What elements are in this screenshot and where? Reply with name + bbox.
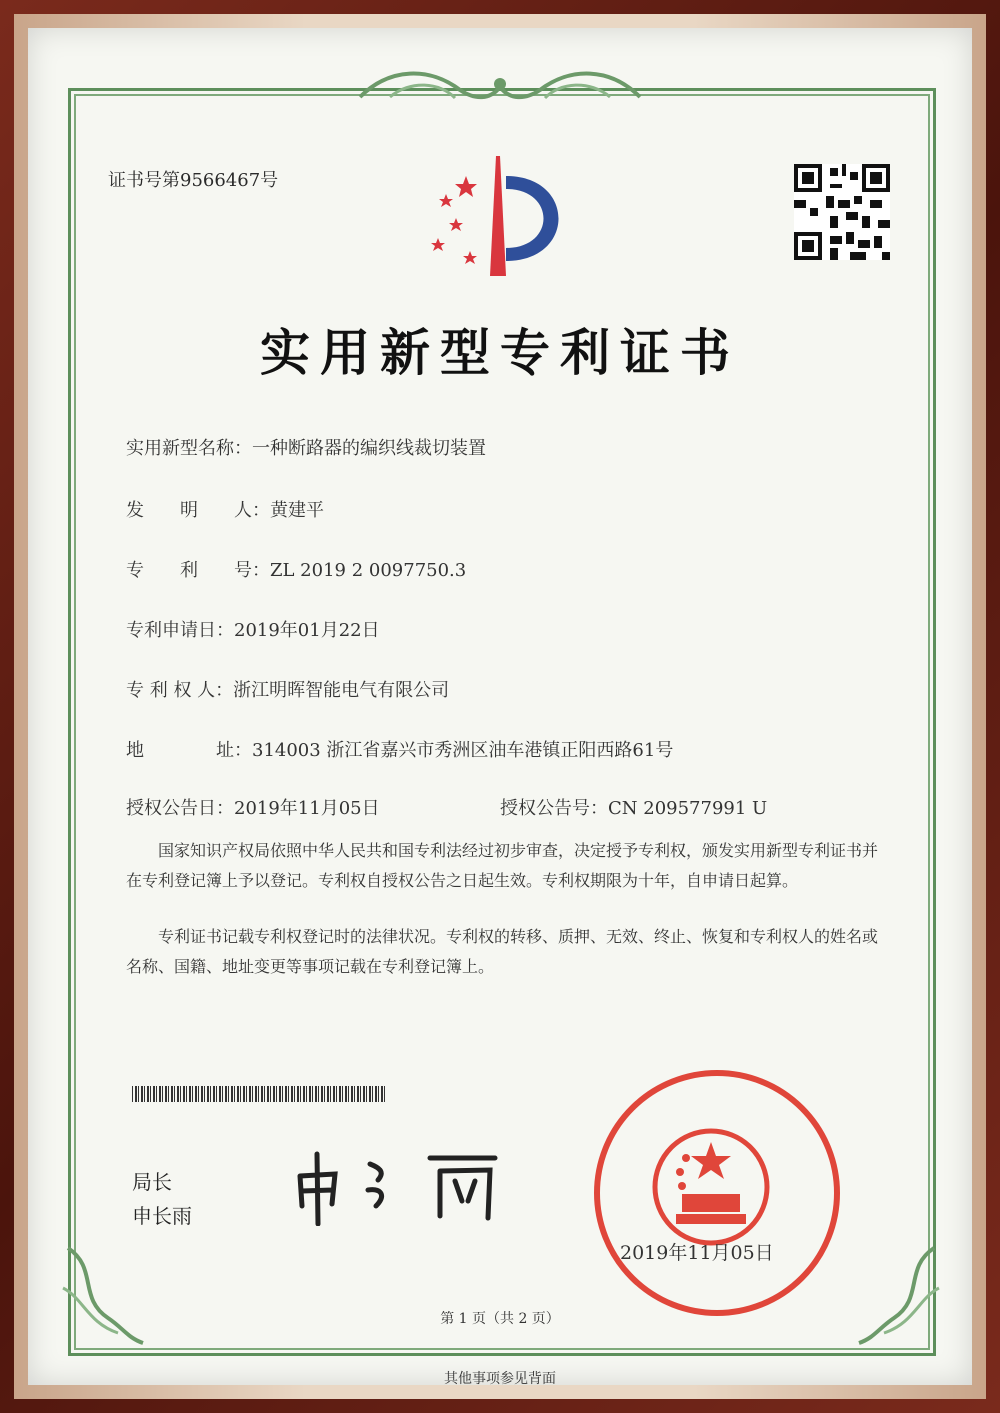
field-address: 地 址：314003 浙江省嘉兴市秀洲区油车港镇正阳西路61号 — [126, 740, 674, 761]
national-emblem-icon — [652, 1128, 770, 1246]
qr-code-icon — [794, 164, 890, 260]
bottom-right-ornament-icon — [854, 1238, 944, 1348]
field-announcement-date: 授权公告日：2019年11月05日 — [126, 798, 380, 819]
barcode-icon — [132, 1086, 386, 1102]
patent-office-logo-icon — [426, 156, 576, 281]
field-utility-model-name: 实用新型名称：一种断路器的编织线裁切装置 — [126, 438, 486, 459]
field-inventor: 发 明 人：黄建平 — [126, 500, 324, 521]
field-filing-date: 专利申请日：2019年01月22日 — [126, 620, 380, 641]
certificate-title: 实用新型专利证书 — [260, 323, 740, 382]
director-name: 申长雨 — [132, 1204, 192, 1228]
field-patentee: 专 利 权 人：浙江明晖智能电气有限公司 — [126, 680, 450, 701]
top-ornament-icon — [350, 62, 650, 112]
director-signature-icon — [290, 1146, 520, 1226]
paragraph-legal-status: 专利证书记载专利权登记时的法律状况。专利权的转移、质押、无效、终止、恢复和专利权人的姓名或名称、国籍、地址变更等事项记载在专利登记簿上。 — [126, 927, 879, 976]
certificate-number: 证书号第9566467号 — [108, 170, 279, 191]
footer-note: 其他事项参见背面 — [444, 1371, 556, 1385]
certificate-paper — [28, 28, 972, 1385]
bottom-left-ornament-icon — [58, 1238, 148, 1348]
seal-date: 2019年11月05日 — [620, 1242, 774, 1264]
director-title: 局长 — [132, 1170, 172, 1194]
paragraph-grant: 国家知识产权局依照中华人民共和国专利法经过初步审查，决定授予专利权，颁发实用新型专利证书并在专利登记簿上予以登记。专利权自授权公告之日起生效。专利权期限为十年，自申请日起算。 — [126, 841, 879, 890]
official-seal — [594, 1070, 840, 1316]
field-announcement-number: 授权公告号：CN 209577991 U — [500, 798, 768, 819]
field-patent-number: 专 利 号：ZL 2019 2 0097750.3 — [126, 560, 467, 581]
page-number: 第 1 页（共 2 页） — [440, 1311, 560, 1327]
